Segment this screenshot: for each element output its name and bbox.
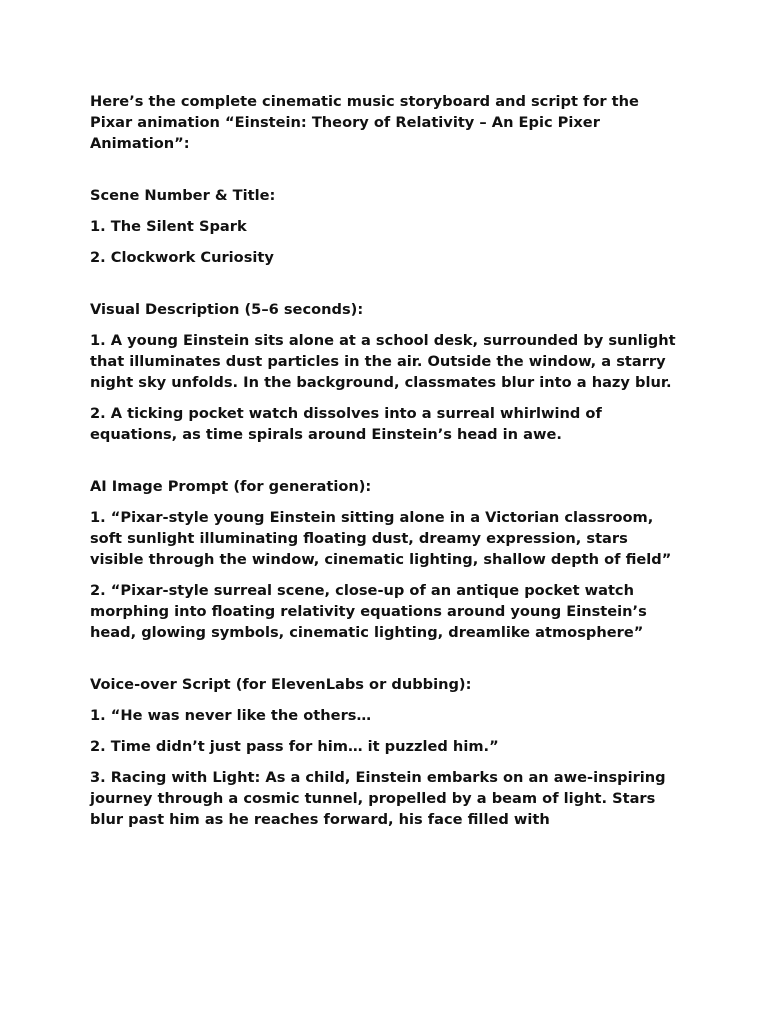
- voiceover-item-1: 1. “He was never like the others…: [90, 707, 372, 724]
- scene-item-1: 1. The Silent Spark: [90, 218, 247, 235]
- scene-item-2: 2. Clockwork Curiosity: [90, 249, 274, 266]
- visual-description-item-1: 1. A young Einstein sits alone at a school desk, surrounded by sunlight that illuminates dust particles in the air. Outside the window, a starry night sky unfolds. In the background, classmates blur into a hazy blur.: [90, 332, 676, 391]
- voiceover-item-3: 3. Racing with Light: As a child, Einstein embarks on an awe-inspiring journey through a cosmic tunnel, propelled by a beam of light. Stars blur past him as he reaches forward, his face filled with: [90, 769, 666, 828]
- visual-description-heading: Visual Description (5–6 seconds):: [90, 301, 364, 318]
- visual-description-item-2: 2. A ticking pocket watch dissolves into a surreal whirlwind of equations, as time spirals around Einstein’s head in awe.: [90, 405, 602, 443]
- scene-heading: Scene Number & Title:: [90, 187, 276, 204]
- image-prompt-item-1: 1. “Pixar-style young Einstein sitting alone in a Victorian classroom, soft sunlight illuminating floating dust, dreamy expression, stars visible through the window, cinematic lighting, shallow depth of field”: [90, 509, 672, 568]
- image-prompt-heading: AI Image Prompt (for generation):: [90, 478, 372, 495]
- image-prompt-item-2: 2. “Pixar-style surreal scene, close-up of an antique pocket watch morphing into floating relativity equations around young Einstein’s head, glowing symbols, cinematic lighting, dreamlike atmosphere”: [90, 582, 647, 641]
- intro-paragraph: Here’s the complete cinematic music storyboard and script for the Pixar animation “Einstein: Theory of Relativity – An Epic Pixer Animation”:: [90, 93, 639, 152]
- document-body: [90, 91, 686, 830]
- voiceover-item-2: 2. Time didn’t just pass for him… it puzzled him.”: [90, 738, 499, 755]
- voiceover-heading: Voice-over Script (for ElevenLabs or dubbing):: [90, 676, 472, 693]
